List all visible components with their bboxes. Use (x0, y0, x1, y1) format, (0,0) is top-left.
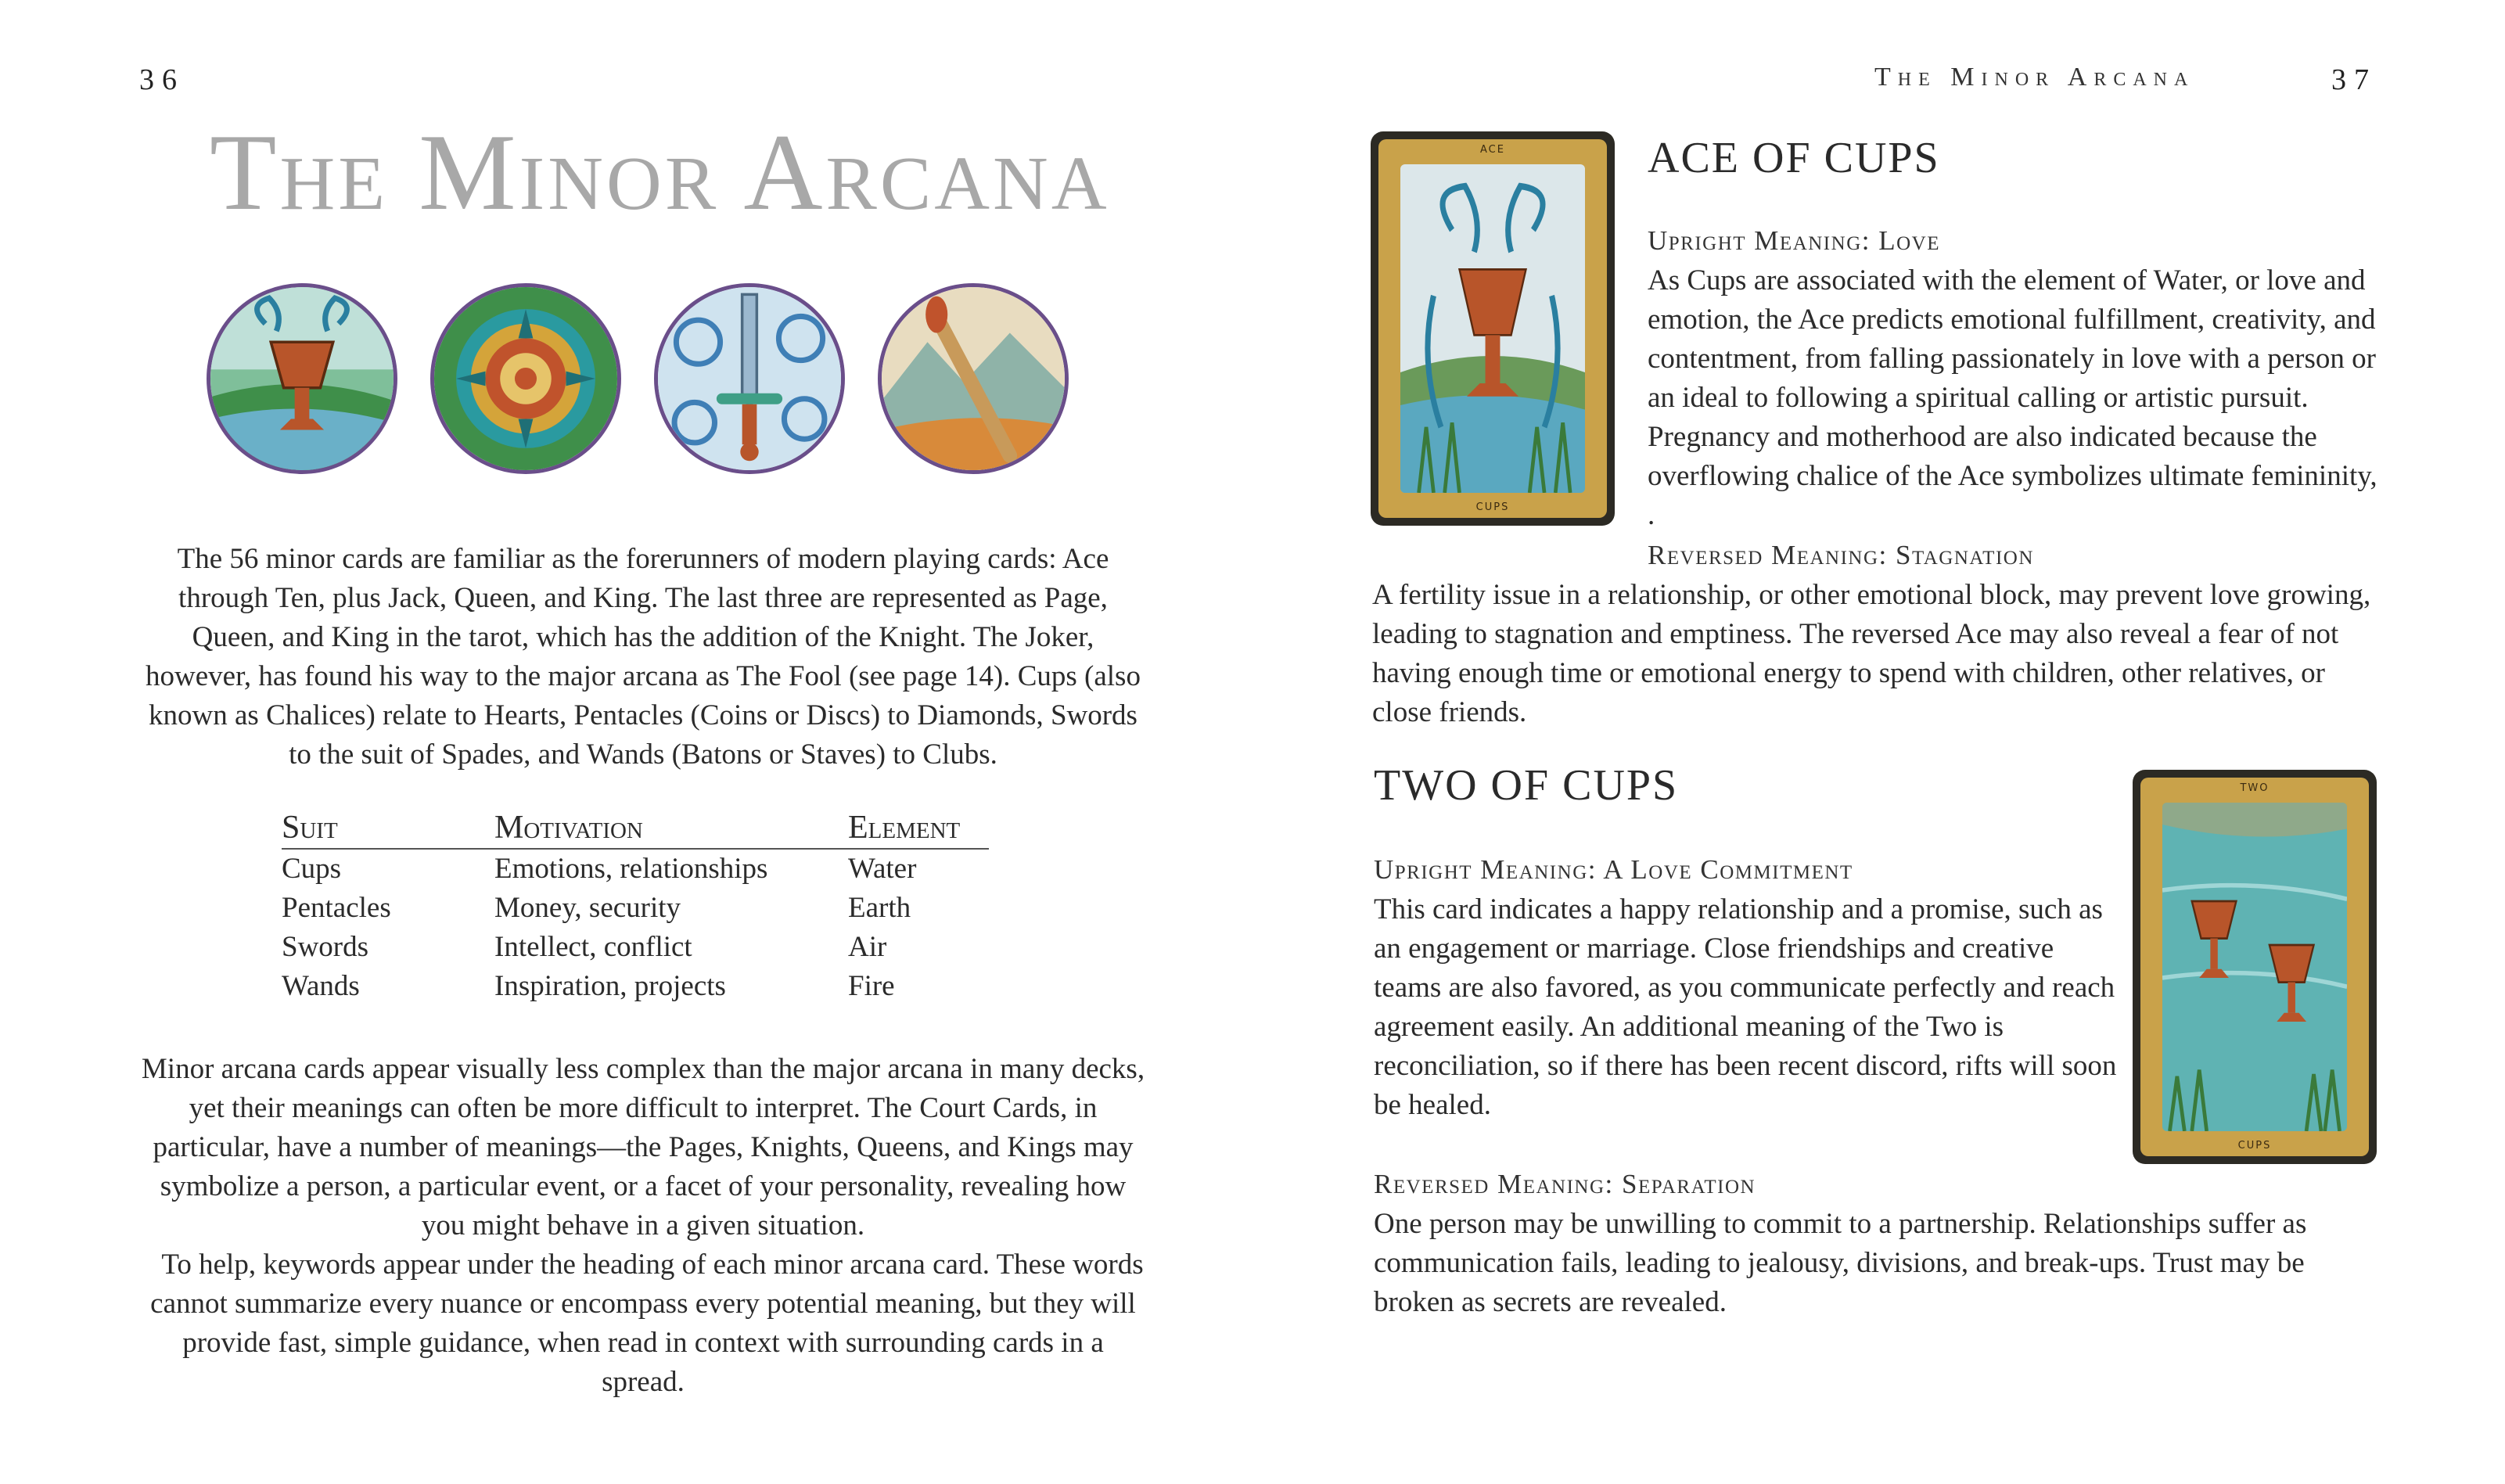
wand-icon (878, 283, 1069, 474)
cell-motivation: Intellect, conflict (494, 931, 692, 963)
pentacle-icon (430, 283, 621, 474)
paragraph-keywords: To help, keywords appear under the heading of each minor arcana card. These words cannot summarize every nuance or encompass every potential meaning, but they will provide fast, simple guidance, when read in context with surrounding cards in a spread. (150, 1249, 1144, 1398)
suit-table (282, 807, 989, 1006)
ace-upright-text: As Cups are associated with the element of Water, or love and emotion, the Ace predicts emotional fulfillment, creativity, and contentment, from falling passionately in love with a person or an ideal to following a spiritual calling or artistic pursuit. Pregnancy and motherhood are also indicated because the overflowing chalice of the Ace symbolizes ultimate femininity, . (1648, 264, 2377, 531)
cell-element: Fire (848, 970, 895, 1002)
ace-cup-illustration (1400, 164, 1585, 493)
paragraph-court-cards: Minor arcana cards appear visually less complex than the major arcana in many decks, yet their meanings can often be more difficult to interpret. The Court Cards, in particular, have a number of meanings—the Pages, Knights, Queens, and Kings may symbolize a person, a particular event, or a facet of your personality, revealing how you might behave in a given situation. (141, 1053, 1145, 1241)
header-element: Element (848, 807, 989, 849)
intro-paragraph: The 56 minor cards are familiar as the forerunners of modern playing cards: Ace through Ten, plus Jack, Queen, and King. The last three are represented as Page, Queen, and King in the tarot, which has the addition of the Knight. The Joker, however, has found his way to the major arcana as The Fool (see page 14). Cups (also known as Chalices) relate to Hearts, Pentacles (Coins or Discs) to Diamonds, Swords to the suit of Spades, and Wands (Batons or Staves) to Clubs. (146, 543, 1141, 771)
two-of-cups-card (2133, 770, 2377, 1164)
table-header-row (282, 807, 989, 849)
table-row (282, 889, 989, 928)
cell-element: Water (848, 853, 917, 885)
two-cups-illustration (2162, 803, 2347, 1131)
table-row (282, 849, 989, 889)
cell-suit: Wands (282, 970, 360, 1002)
two-reversed-text: One person may be unwilling to commit to a partnership. Relationships suffer as communication fails, leading to jealousy, divisions, and break-ups. Trust may be broken as secrets are revealed. (1374, 1208, 2307, 1318)
page-number-right: 37 (2331, 63, 2377, 96)
ace-of-cups-heading: ACE OF CUPS (1648, 134, 1940, 182)
cell-suit: Cups (282, 853, 342, 885)
cell-motivation: Money, security (494, 892, 681, 924)
ace-reversed-heading: Reversed Meaning: Stagnation (1648, 540, 2034, 570)
card-bottom-label: CUPS (2237, 1140, 2272, 1152)
header-suit: Suit (282, 807, 494, 849)
running-head: The Minor Arcana (1874, 63, 2195, 92)
two-reversed-heading: Reversed Meaning: Separation (1374, 1169, 1756, 1199)
table-row (282, 928, 989, 967)
ace-reversed-text: A fertility issue in a relationship, or other emotional block, may prevent love growing, leading to stagnation and emptiness. The reversed Ace may also reveal a fear of not having enough time or emotional energy to spend with children, other relatives, or close friends. (1372, 579, 2371, 728)
two-upright-text: This card indicates a happy relationship and a promise, such as an engagement or marriage. Close friendships and creative teams are also favored, as you communicate perfectly and reach agreement easily. An additional meaning of the Two is reconciliation, so if there has been recent discord, rifts will soon be healed. (1374, 893, 2117, 1121)
cell-motivation: Emotions, relationships (494, 853, 768, 885)
page-number-left: 36 (139, 63, 185, 96)
card-top-label: TWO (2240, 782, 2270, 794)
two-of-cups-heading: TWO OF CUPS (1374, 761, 1679, 810)
two-upright-heading: Upright Meaning: A Love Commitment (1374, 854, 1853, 885)
cell-element: Earth (848, 892, 911, 924)
sword-icon (654, 283, 845, 474)
ace-of-cups-card (1371, 131, 1615, 526)
cell-suit: Swords (282, 931, 369, 963)
cup-icon (207, 283, 397, 474)
card-bottom-label: CUPS (1475, 501, 1510, 513)
page-title: The Minor Arcana (210, 112, 1110, 233)
ace-upright-heading: Upright Meaning: Love (1648, 225, 1940, 256)
cell-motivation: Inspiration, projects (494, 970, 726, 1002)
cell-element: Air (848, 931, 887, 963)
table-row (282, 967, 989, 1006)
header-motivation: Motivation (494, 807, 848, 849)
card-top-label: ACE (1480, 144, 1505, 156)
cell-suit: Pentacles (282, 892, 391, 924)
